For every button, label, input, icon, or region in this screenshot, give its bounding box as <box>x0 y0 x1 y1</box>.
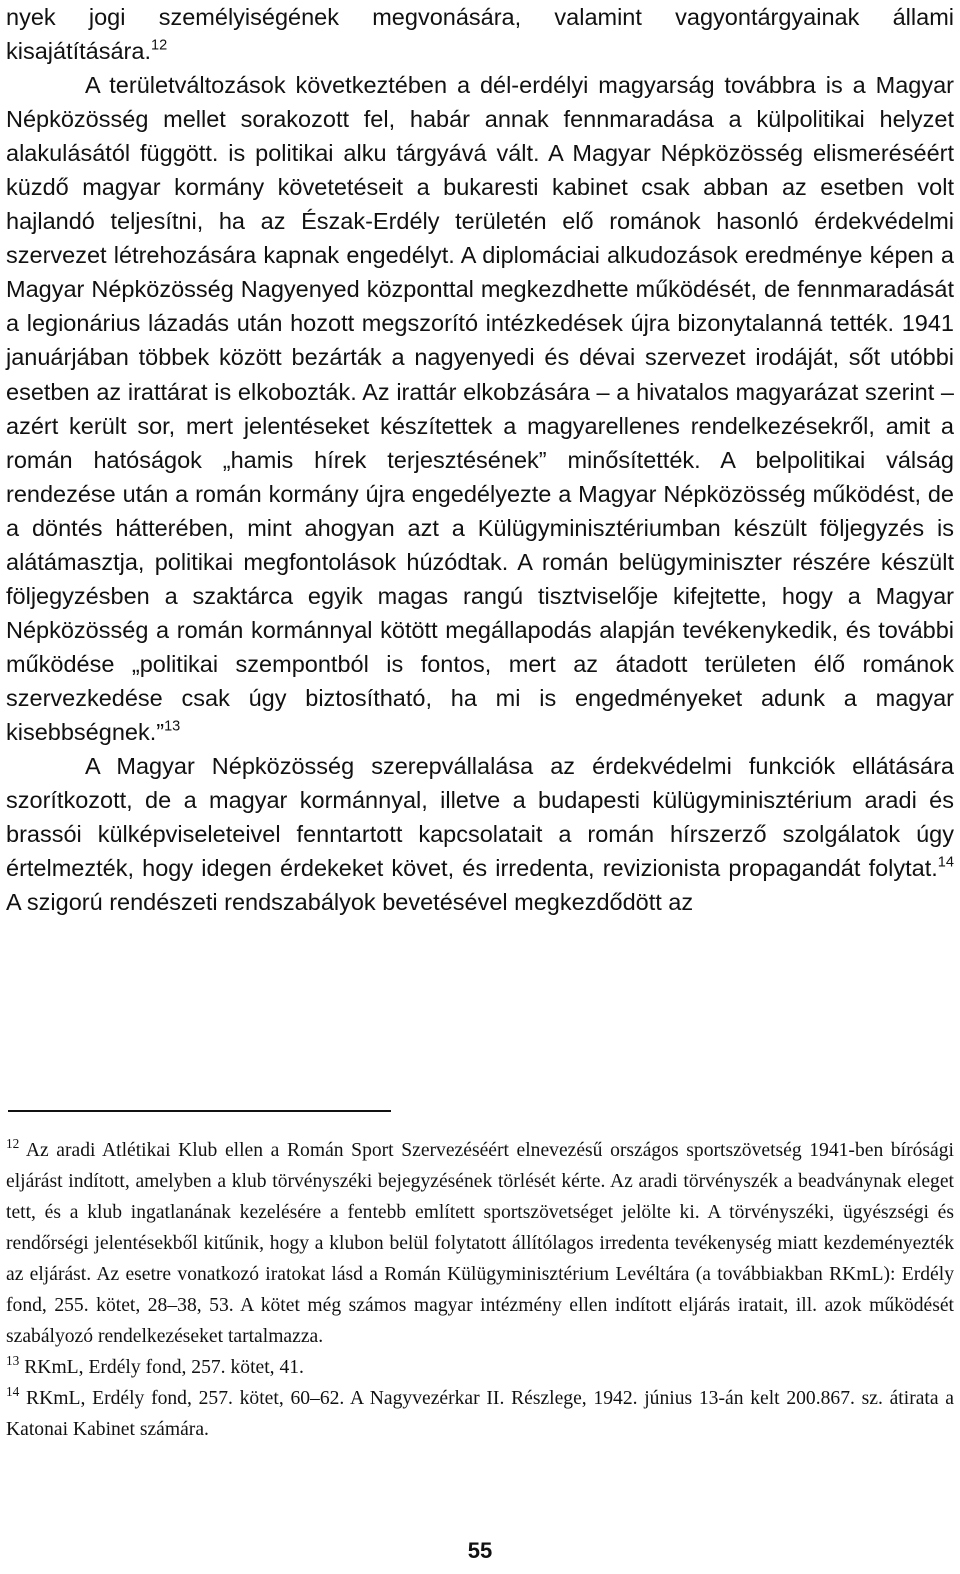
paragraph-3-continuation: A szigorú rendészeti rendszabályok bevetésével megkezdődött az <box>6 889 694 916</box>
footnote-13-text: RKmL, Erdély fond, 257. kötet, 41. <box>24 1357 304 1378</box>
footnote-ref-14: 14 <box>937 854 954 871</box>
footnote-12 <box>6 1135 954 1352</box>
paragraph-2-text: A területváltozások következtében a dél-erdélyi magyarság továbbra is a Magyar Népközösség mellet sorakozott fel, habár annak fennmaradása a külpolitikai helyzet alakulásától függött. is politikai alku tárgyává vált. A Magyar Népközösség elismeréséért küzdő magyar kormány követetéseit a bukaresti kabinet csak abban az esetben volt hajlandó teljesítni, ha az Észak-Erdély területén elő románok hasonló érdekvédelmi szervezet létrehozására kapnak engedélyt. A diplomáciai alkudozások eredménye képen a Magyar Népközösség Nagyenyed központtal megkezdhette működését, de fennmaradását a legionárius lázadás után hozott megszorító intézkedések újra bizonytalanná tették. 1941 januárjában többek között bezárták a nagyenyedi és dévai szervezet irodáját, sőt utóbbi esetben az irattárat is elkobozták. Az irattár elkobzására – a hivatalos magyarázat szerint – azért került sor, mert jelentéseket készítettek a magyarellenes rendelkezésekről, amit a román hatóságok „hamis hírek terjesztésének” minősítették. A belpolitikai válság rendezése után a román kormány újra engedélyezte a Magyar Népközösség működést, de a döntés hátterében, mint ahogyan azt a Külügyminisztériumban készült följegyzés is alátámasztja, politikai megfontolások húzódtak. A román belügyminiszter részére készült följegyzésben a szaktárca egyik magas rangú tisztviselője kifejtette, hogy a Magyar Népközösség a román kormánnyal kötött megállapodás alapján tevékenykedik, és további működése „politikai szempontból is fontos, mert az átadott területen élő románok szervezkedése csak úgy biztosítható, ha mi is engedményeket adunk a magyar kisebbségnek.” <box>6 72 954 745</box>
footnote-14 <box>6 1383 954 1445</box>
paragraph-1 <box>6 0 954 68</box>
footnote-ref-12: 12 <box>150 37 168 54</box>
paragraph-3 <box>6 749 954 919</box>
footnote-14-text: RKmL, Erdély fond, 257. kötet, 60–62. A Nagyvezérkar II. Részlege, 1942. június 13-án kelt 200.867. sz. átirata a Katonai Kabinet számára. <box>6 1388 954 1440</box>
paragraph-2 <box>6 68 954 749</box>
footnote-number-12: 12 <box>6 1136 20 1152</box>
body-text <box>6 0 954 919</box>
footnote-number-13: 13 <box>6 1353 20 1369</box>
paragraph-3-text: A Magyar Népközösség szerepvállalása az érdekvédelmi funkciók ellátására szorítkozott, de a magyar kormánnyal, illetve a budapesti külügyminisztérium aradi és brassói külképviseleteivel fenntartott kapcsolatait a román hírszerző szolgálatok úgy értelmezték, hogy idegen érdekeket követ, és irredenta, revizionista propagandát folytat. <box>6 753 954 882</box>
paragraph-1-text: nyek jogi személyiségének megvonására, valamint vagyontárgyainak állami kisajátítására. <box>6 4 954 65</box>
footnotes-section <box>6 1135 954 1445</box>
footnote-ref-13: 13 <box>164 718 181 735</box>
footnote-12-text: Az aradi Atlétikai Klub ellen a Román Sport Szervezéséért elnevezésű országos sportszövetség 1941-ben bírósági eljárást indított, amelyben a klub törvényszéki bejegyzésének törlését kérte. Az aradi törvényszék a beadványnak eleget tett, és a klub ingatlanának kezelésére a fentebb említett sportszövetséget jelölte ki. A törvényszéki, ügyészségi és rendőrségi jelentésekből kitűnik, hogy a klubon belül folytatott állítólagos irredenta tevékenység miatt kezdeményezték az eljárást. Az esetre vonatkozó iratokat lásd a Román Külügyminisztérium Levéltára (a továbbiakban RKmL): Erdély fond, 255. kötet, 28–38, 53. A kötet még számos magyar intézmény ellen indított eljárás iratait, ill. azok működését szabályozó rendelkezéseket tartalmazza. <box>6 1140 954 1347</box>
footnote-number-14: 14 <box>6 1384 20 1400</box>
footnote-13 <box>6 1352 954 1383</box>
page-number: 55 <box>467 1538 493 1563</box>
footnote-separator <box>8 1110 391 1112</box>
